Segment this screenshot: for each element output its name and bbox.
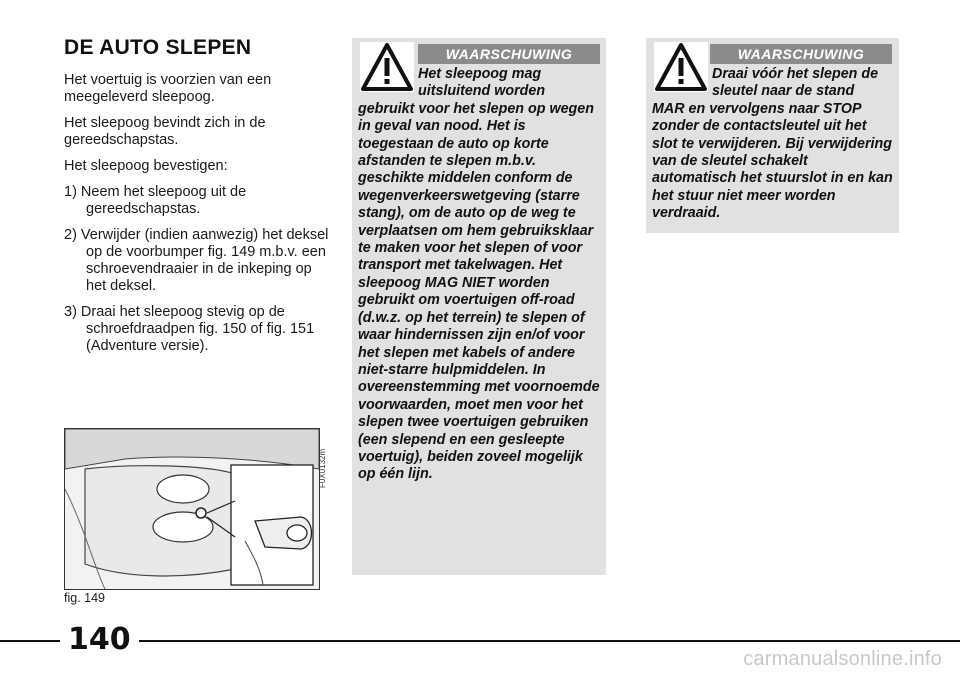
warning-text (358, 66, 600, 484)
figure-caption: fig. 149 (64, 591, 106, 605)
page-number: 140 (60, 622, 139, 657)
section-heading: DE AUTO SLEPEN (64, 36, 252, 59)
warning-text (652, 66, 893, 223)
warning-lead: Het sleepoog mag uitsluitend worden (418, 66, 546, 100)
step-3: 3) Draai het sleepoog stevig op de schroefdraadpen fig. 150 of fig. 151 (Adventure versie). (64, 304, 315, 354)
warning-label: WAARSCHUWING (418, 44, 600, 64)
warning-lead: Draai vóór het slepen de sleutel naar de stand (712, 66, 879, 100)
main-column (64, 36, 334, 364)
warning-box-tow-hook (352, 38, 606, 575)
figure-tow-hook (64, 428, 320, 590)
bumper-illustration (65, 429, 319, 589)
watermark: carmanualsonline.info (743, 648, 942, 670)
paragraph-instructions: Het sleepoog bevestigen: (64, 158, 228, 174)
footer-rule (0, 640, 960, 642)
warning-body: gebruikt voor het slepen op wegen in geval van nood. Het is toegestaan de auto op korte afstanden te slepen m.b.v. geschikte middelen conform de wegenverkeerswetgeving (starre stang), om de auto op de weg te verplaatsen om hem gebruiksklaar te maken voor het slepen of voor transport met takelwagen. Het sleepoog MAG NIET worden gebruikt om voertuigen off-road (d.w.z. op het terrein) te slepen of waar hindernissen zijn en/of voor het slepen met kabels of andere niet-starre hulpmiddelen. In overeenstemming met voornoemde voorwaarden, moet men voor het slepen twee voertuigen gebruiken (een slepend en een gesleepte voertuig), beiden zoveel mogelijk op één lijn. (358, 100, 600, 483)
warning-label: WAARSCHUWING (710, 44, 892, 64)
paragraph-location: Het sleepoog bevindt zich in de gereedschapstas. (64, 115, 266, 148)
figure-code: F0X0132m (318, 448, 327, 488)
warning-box-ignition (646, 38, 899, 233)
paragraph-intro: Het voertuig is voorzien van een meegeleverd sleepoog. (64, 72, 272, 105)
step-2: 2) Verwijder (indien aanwezig) het deksel op de voorbumper fig. 149 m.b.v. een schroevendraaier in de inkeping op het deksel. (64, 227, 329, 294)
warning-body: MAR en vervolgens naar STOP zonder de contactsleutel uit het slot te verwijderen. Bij verwijdering van de sleutel schakelt automatisch het stuurslot in en kan het stuur niet meer worden verdraaid. (652, 100, 893, 222)
step-1: 1) Neem het sleepoog uit de gereedschapstas. (64, 184, 247, 217)
